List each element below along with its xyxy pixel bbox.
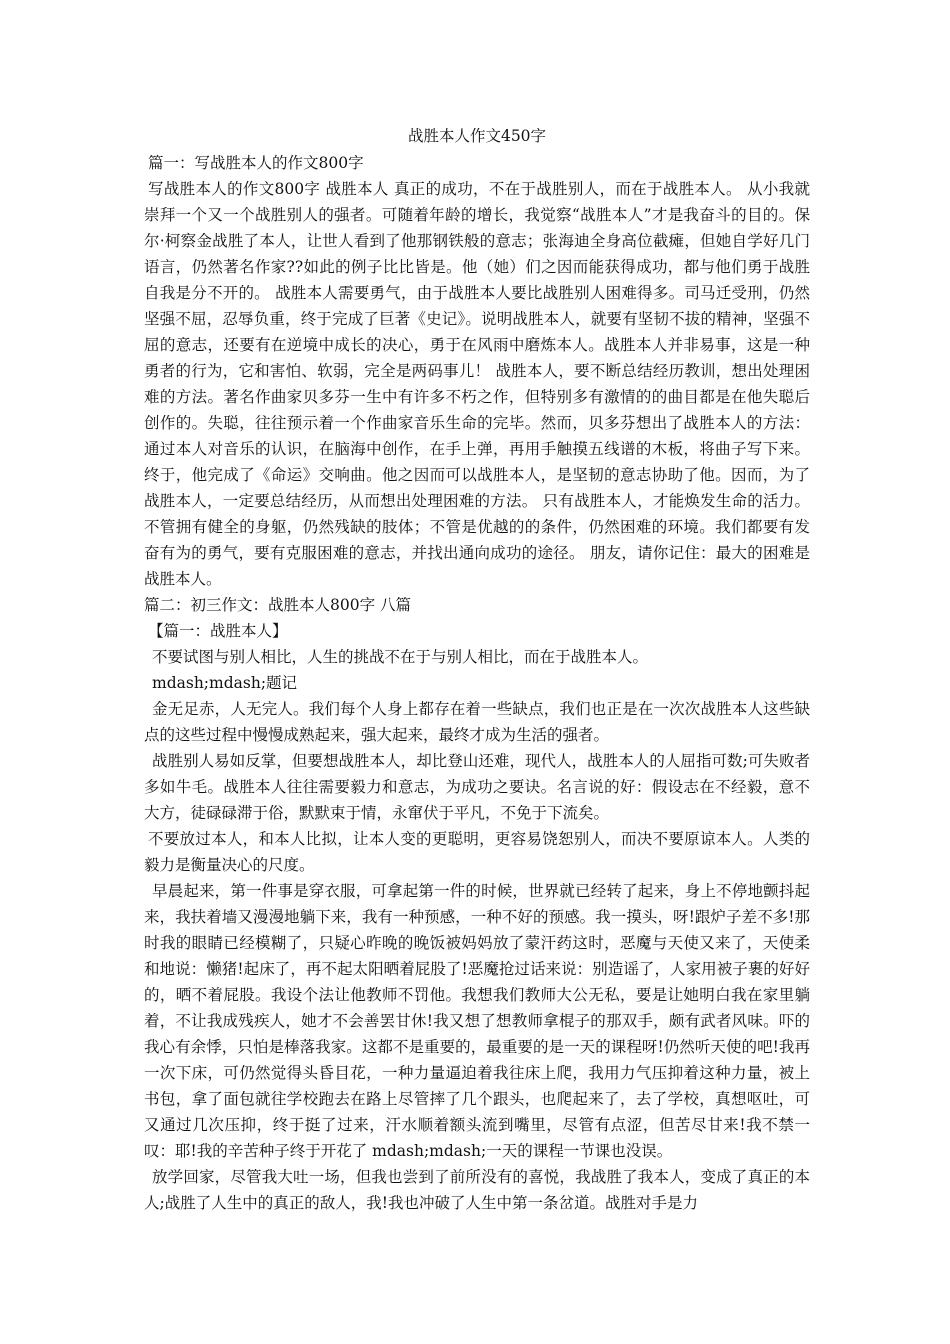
essay-paragraph: 不要放过本人，和本人比拟，让本人变的更聪明，更容易饶恕别人，而决不要原谅本人。人类的毅力是衡量决心的尺度。 [144,830,810,874]
essay-paragraph: 战胜别人易如反掌，但要想战胜本人，却比登山还难，现代人，战胜本人的人屈指可数;可失败者多如牛毛。战胜本人往往需要毅力和意志，为成功之要诀。名言说的好：假设志在不经毅，意不大方，徒碌碌滞于俗，默默束于情，永窜伏于平凡，不免于下流矣。 [144,752,810,822]
section-heading-2: 篇二：初三作文：战胜本人800字 八篇 [144,596,412,614]
document-title: 战胜本人作文450字 [407,127,547,145]
section-heading-1: 篇一：写战胜本人的作文800字 [148,154,364,172]
essay-paragraph: 不要试图与别人相比，人生的挑战不在于与别人相比，而在于战胜本人。 [152,648,649,666]
epigraph-attribution: mdash;mdash;题记 [152,674,298,692]
essay-paragraph: 放学回家，尽管我大吐一场，但我也尝到了前所没有的喜悦，我战胜了我本人，变成了真正的本人;战胜了人生中的真正的敌人，我!我也冲破了人生中第一条岔道。战胜对手是力 [144,1168,810,1212]
essay-paragraph: 写战胜本人的作文800字 战胜本人 真正的成功，不在于战胜别人，而在于战胜本人。 从小我就崇拜一个又一个战胜别人的强者。可随着年龄的增长，我觉察“战胜本人”才是我奋斗的目的。保尔·柯察金战胜了本人，让世人看到了他那钢铁般的意志；张海迪全身高位截瘫，但她自学好几门语言，仍然著名作家??如此的例子比比皆是。他（她）们之因而能获得成功，都与他们勇于战胜自我是分不开的。 战胜本人需要勇气，由于战胜本人要比战胜别人困难得多。司马迁受刑，仍然坚强不屈，忍辱负重，终于完成了巨著《史记》。说明战胜本人，就要有坚韧不拔的精神，坚强不屈的意志，还要有在逆境中成长的决心，勇于在风雨中磨炼本人。战胜本人并非易事，这是一种勇者的行为，它和害怕、软弱，完全是两码事儿！ 战胜本人，要不断总结经历教训，想出处理困难的方法。著名作曲家贝多芬一生中有许多不朽之作，但特别多有激情的的曲目都是在他失聪后创作的。失聪，往往预示着一个作曲家音乐生命的完毕。然而，贝多芬想出了战胜本人的方法：通过本人对音乐的认识，在脑海中创作，在手上弹，再用手触摸五线谱的木板，将曲子写下来。终于，他完成了《命运》交响曲。他之因而可以战胜本人，是坚韧的意志协助了他。因而，为了战胜本人，一定要总结经历，从而想出处理困难的方法。 只有战胜本人，才能焕发生命的活力。不管拥有健全的身躯，仍然残缺的肢体；不管是优越的的条件，仍然困难的环境。我们都要有发奋有为的勇气，要有克服困难的意志，并找出通向成功的途径。 朋友，请你记住：最大的困难是战胜本人。 [144,180,810,588]
sub-heading: 【篇一：战胜本人】 [148,622,288,640]
document-page [144,123,810,1216]
essay-paragraph: 早晨起来，第一件事是穿衣服，可拿起第一件的时候，世界就已经转了起来，身上不停地颤抖起来，我扶着墙又漫漫地躺下来，我有一种预感，一种不好的预感。我一摸头，呀!跟炉子差不多!那时我的眼睛已经模糊了，只疑心昨晚的晚饭被妈妈放了蒙汗药这时，恶魔与天使又来了，天使柔和地说：懒猪!起床了，再不起太阳晒着屁股了!恶魔抢过话来说：别造谣了，人家用被子裹的好好的，晒不着屁股。我设个法让他教师不罚他。我想我们教师大公无私，要是让她明白我在家里躺着，不让我成残疾人，她才不会善罢甘休!我又想了想教师拿棍子的那双手，颇有武者风味。吓的我心有余悸，只怕是棒落我家。这都不是重要的，最重要的是一天的课程呀!仍然听天使的吧!我再一次下床，可仍然觉得头昏目花，一种力量逼迫着我往床上爬，我用力气压抑着这种力量，被上书包，拿了面包就往学校跑去在路上尽管摔了几个跟头，也爬起来了，去了学校，真想呕吐，可又通过几次压抑，终于挺了过来，汗水顺着额头流到嘴里，尽管有点涩，但苦尽甘来!我不禁一叹：耶!我的辛苦种子终于开花了 mdash;mdash;一天的课程一节课也没误。 [144,882,810,1160]
essay-paragraph: 金无足赤，人无完人。我们每个人身上都存在着一些缺点，我们也正是在一次次战胜本人这些缺点的这些过程中慢慢成熟起来，强大起来，最终才成为生活的强者。 [144,700,810,744]
